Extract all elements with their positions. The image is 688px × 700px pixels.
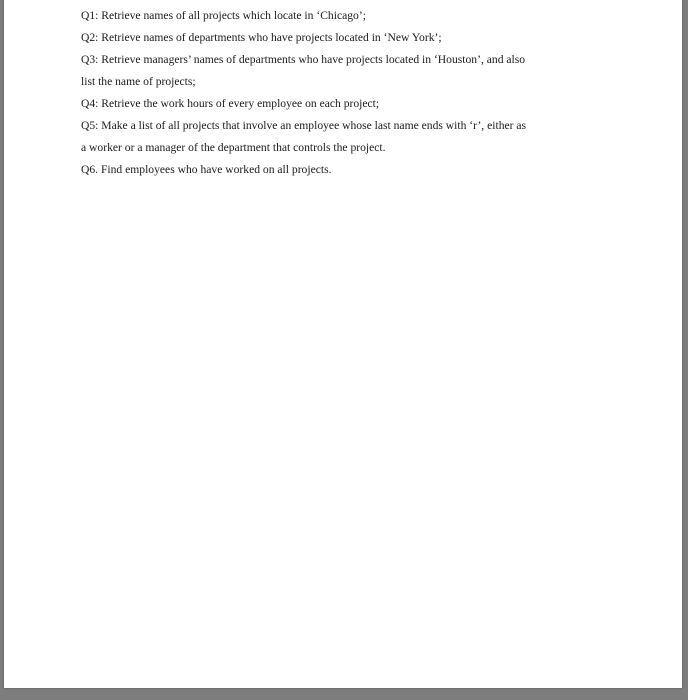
question-q3: Q3: Retrieve managers’ names of departments who have projects located in ‘Houston’, and also	[81, 53, 526, 66]
question-list	[81, 5, 621, 181]
question-q4: Q4: Retrieve the work hours of every employee on each project;	[81, 97, 380, 110]
question-q6: Q6. Find employees who have worked on all projects.	[81, 163, 332, 176]
question-q5-continuation: a worker or a manager of the department that controls the project.	[81, 141, 386, 154]
question-q2: Q2: Retrieve names of departments who have projects located in ‘New York’;	[81, 31, 442, 44]
question-q3-continuation: list the name of projects;	[81, 75, 196, 88]
document-page	[4, 0, 682, 688]
question-q5: Q5: Make a list of all projects that involve an employee whose last name ends with ‘r’, either as	[81, 119, 527, 132]
question-q1: Q1: Retrieve names of all projects which locate in ‘Chicago’;	[81, 9, 366, 22]
